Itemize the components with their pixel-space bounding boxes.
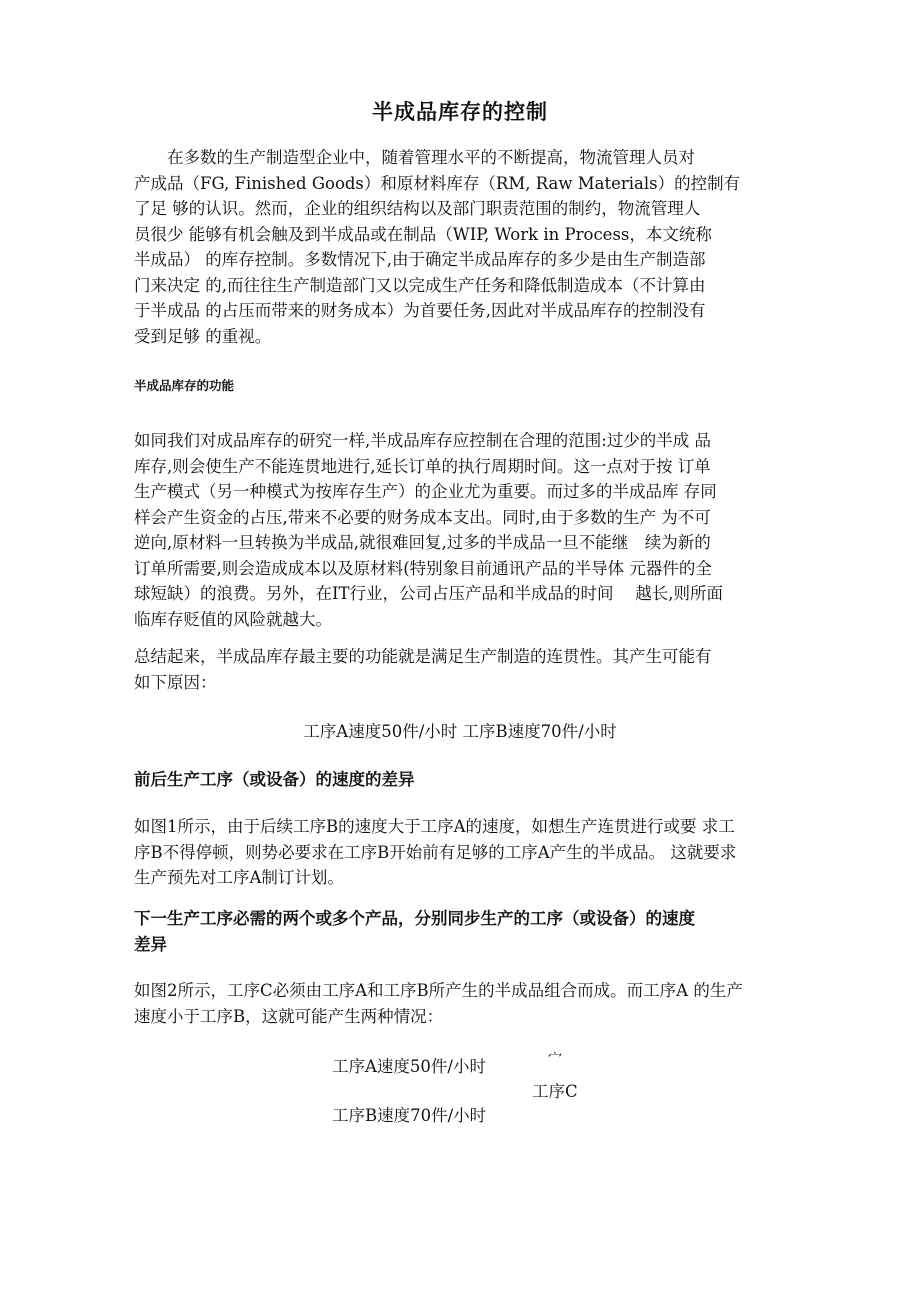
heading-speed-difference xyxy=(134,767,415,793)
text-line: 速度小于工序B，这就可能产生两种情况： xyxy=(134,1006,444,1026)
text-line: 样会产生资金的占压,带来不必要的财务成本支出。同时,由于多数的生产 为不可 xyxy=(134,507,711,527)
text-line: 如同我们对成品库存的研究一样,半成品库存应控制在合理的范围:过少的半成 品 xyxy=(134,431,712,450)
text-line: 员很少 能够有机会触及到半成品或在制品（WIP, Work in Process，本文统称 xyxy=(134,224,712,244)
text-line: 产成品（FG, Finished Goods）和原材料库存（RM, Raw Materials）的控制有 xyxy=(134,173,741,193)
text-line: 总结起来，半成品库存最主要的功能就是满足生产制造的连贯性。其产生可能有 xyxy=(134,647,712,666)
figure2-process-c: 工序C xyxy=(532,1082,578,1101)
text-line: 订单所需要,则会造成成本以及原材料(特别象目前通讯产品的半导体 元器件的全 xyxy=(134,558,712,578)
text-line: 生产模式（另一种模式为按库存生产）的企业尤为重要。而过多的半成品库 存同 xyxy=(134,482,717,501)
text-line: 如下原因： xyxy=(134,672,217,692)
heading-sync-difference xyxy=(134,906,695,957)
text-line: 序B不得停顿，则势必要求在工序B开始前有足够的工序A产生的半成品。 这就要求 xyxy=(134,842,737,862)
text-line: 临库存贬值的风险就越大。 xyxy=(134,609,332,629)
text-line: 库存,则会使生产不能连贯地进行,延长订单的执行周期时间。这一点对于按 订单 xyxy=(134,456,711,476)
heading-text: 前后生产工序（或设备）的速度的差异 xyxy=(134,770,415,789)
text-line: 逆向,原材料一旦转换为半成品,就很难回复,过多的半成品一旦不能继 续为新的 xyxy=(134,533,711,552)
heading-text: 下一生产工序必需的两个或多个产品，分别同步生产的工序（或设备）的速度 xyxy=(134,909,695,928)
summary-paragraph xyxy=(134,644,794,695)
text-line: 如图1所示，由于后续工序B的速度大于工序A的速度，如想生产连贯进行或要 求工 xyxy=(134,817,735,836)
text-line: 半成品） 的库存控制。多数情况下,由于确定半成品库存的多少是由生产制造部 xyxy=(134,250,706,269)
text-line: 生产预先对工序A制订计划。 xyxy=(134,868,344,887)
intro-paragraph xyxy=(134,145,784,349)
text-line: 受到足够 的重视。 xyxy=(134,326,272,346)
figure2-process-a: 工序A速度50件/小时 xyxy=(332,1057,486,1076)
figure2-process-b: 工序B速度70件/小时 xyxy=(332,1106,487,1125)
figure2-explanation xyxy=(134,978,794,1029)
text-line: 在多数的生产制造型企业中，随着管理水平的不断提高，物流管理人员对 xyxy=(134,148,695,167)
text-line: 球短缺）的浪费。另外，在IT行业，公司占压产品和半成品的时间 越长,则所面 xyxy=(134,584,724,603)
text-line: 门来决定 的,而往往生产制造部门又以完成生产任务和降低制造成本（不计算由 xyxy=(134,275,706,295)
figure1-explanation xyxy=(134,814,794,891)
function-paragraph xyxy=(134,428,794,632)
section-heading-function: 半成品库存的功能 xyxy=(134,378,235,393)
figure2-mark: 宀 xyxy=(548,1051,562,1067)
heading-text: 差异 xyxy=(134,934,167,954)
text-line: 了足 够的认识。然而，企业的组织结构以及部门职责范围的制约，物流管理人 xyxy=(134,199,701,218)
figure1-caption: 工序A速度50件/小时 工序B速度70件/小时 xyxy=(303,722,617,741)
page-title: 半成品库存的控制 xyxy=(372,100,548,124)
text-line: 如图2所示，工序C必须由工序A和工序B所产生的半成品组合而成。而工序A 的生产 xyxy=(134,981,743,1000)
text-line: 于半成品 的占压而带来的财务成本）为首要任务,因此对半成品库存的控制没有 xyxy=(134,301,706,320)
